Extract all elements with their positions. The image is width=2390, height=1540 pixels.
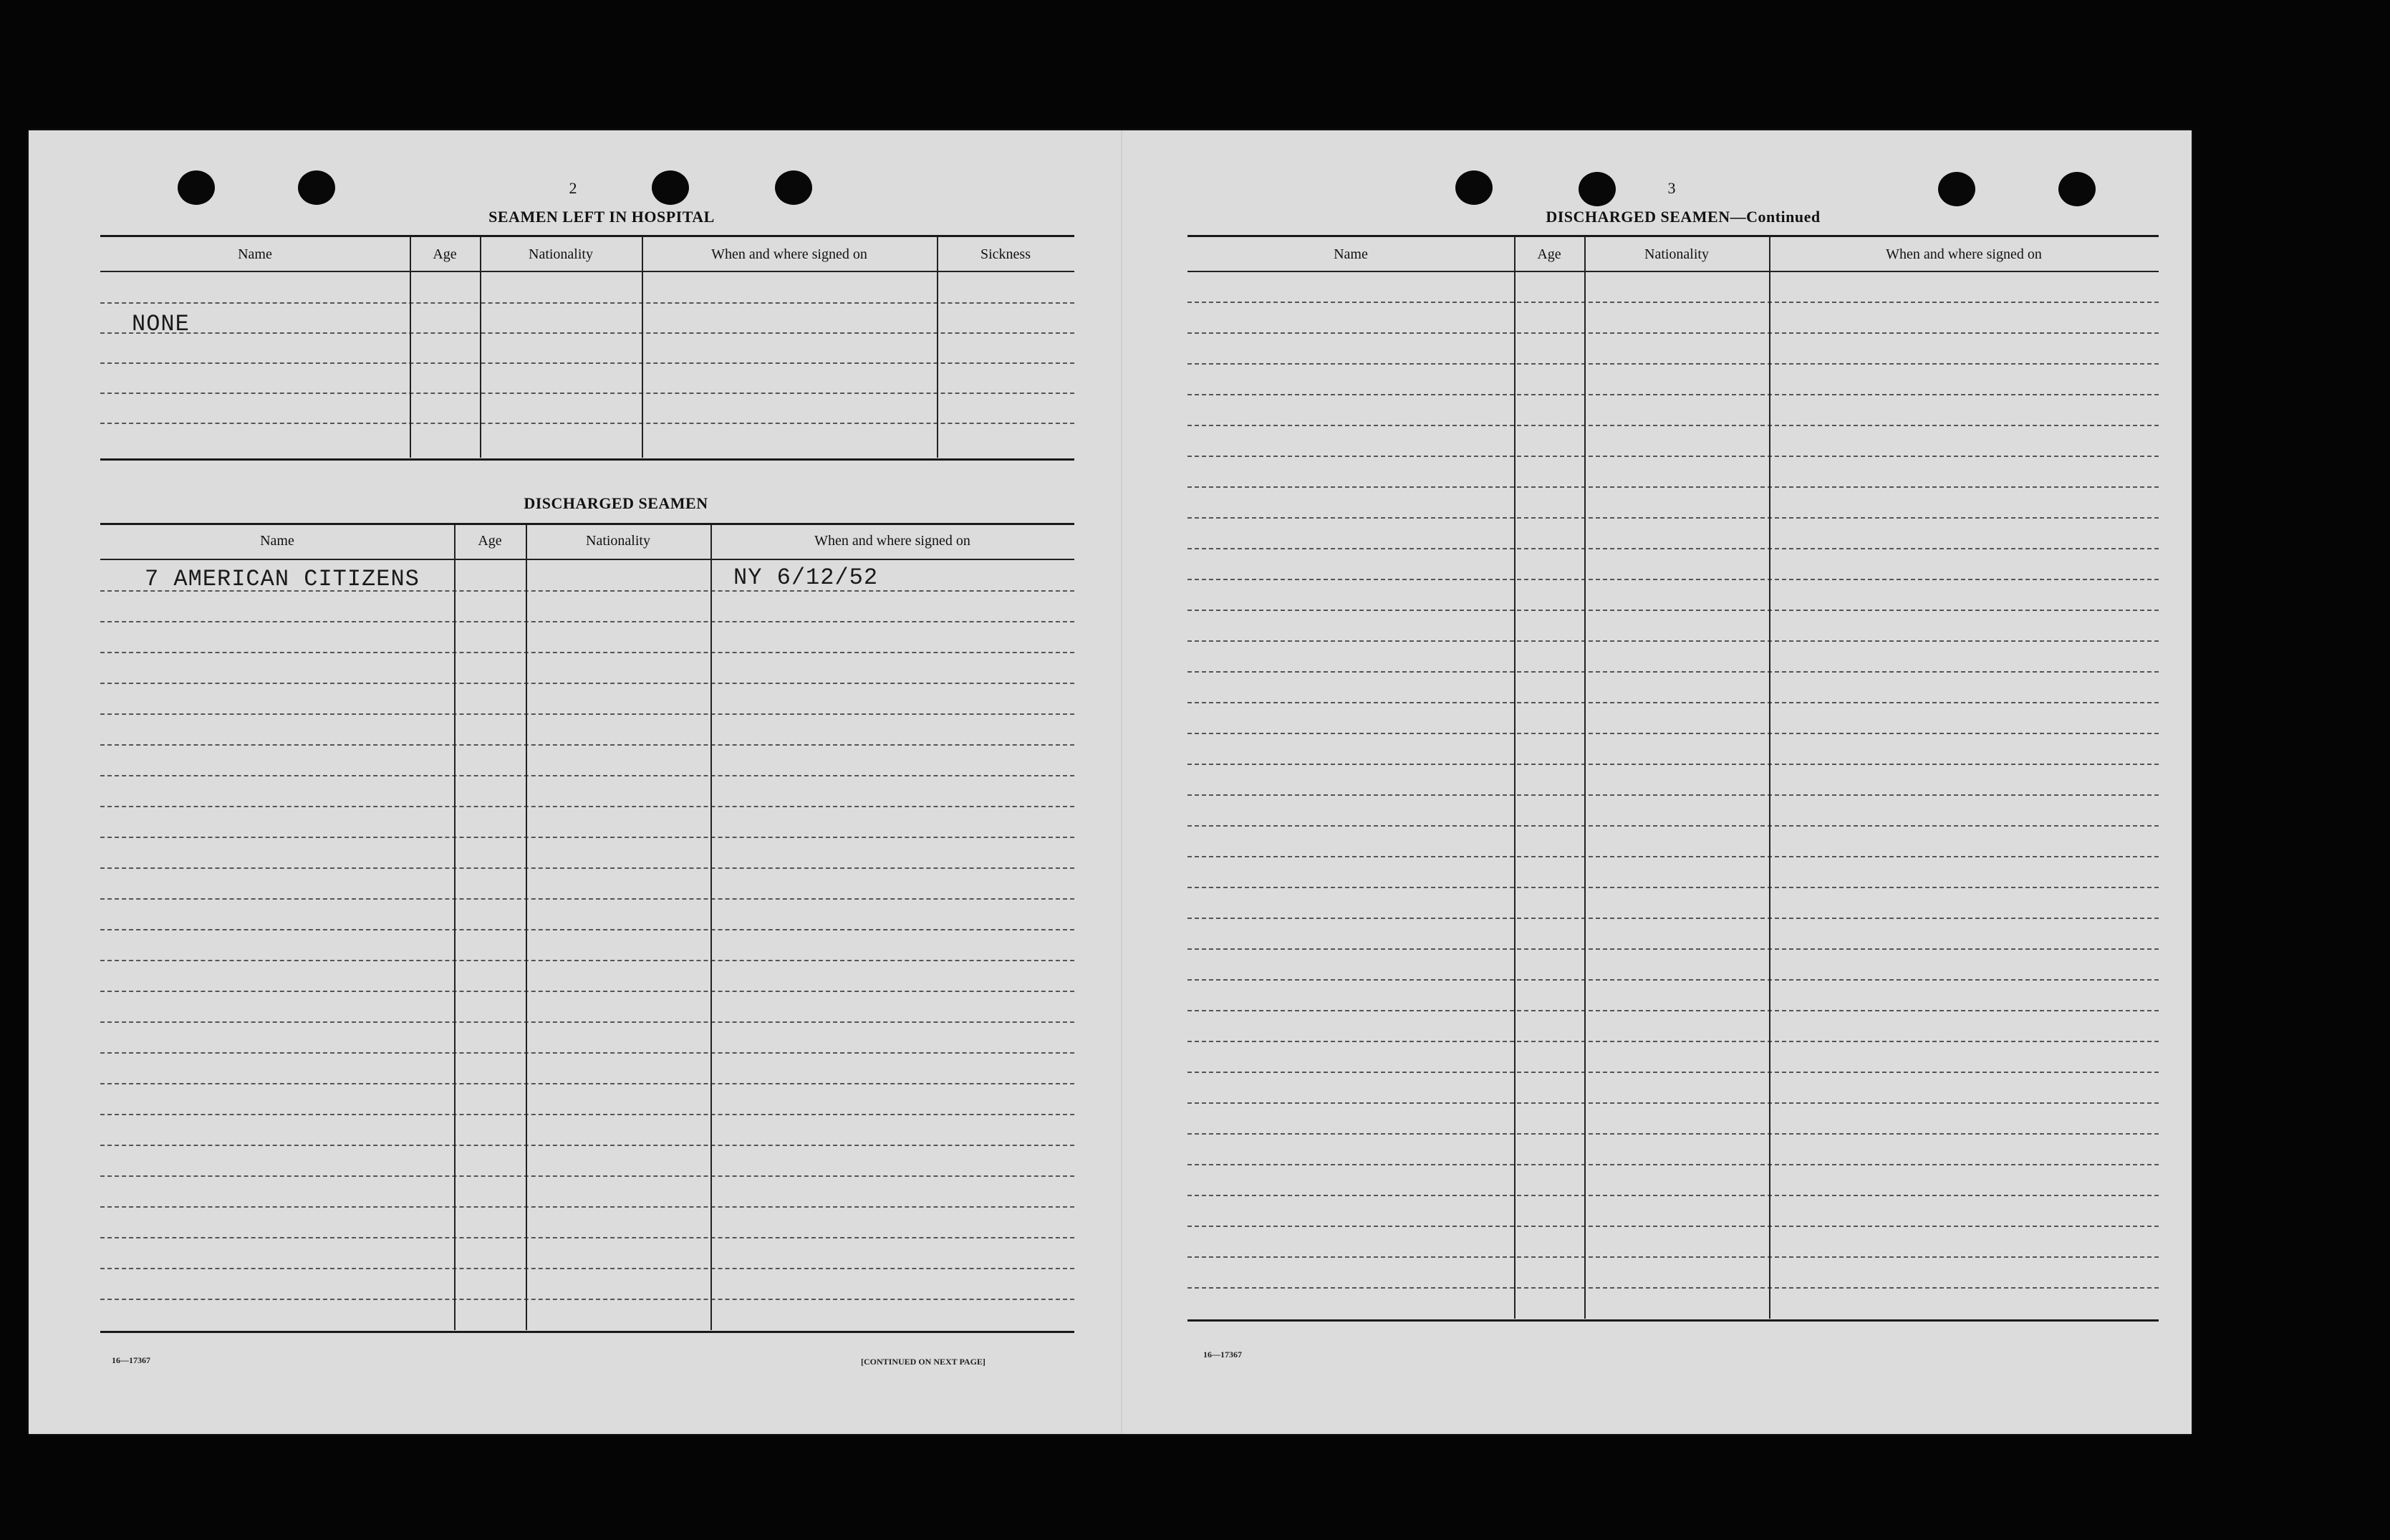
right-header-age: Age [1537,246,1561,262]
hospital-header-nationality: Nationality [529,246,593,262]
punch-hole [1455,170,1493,205]
discharged-table-left [100,523,1074,1368]
hospital-header-name: Name [238,246,272,262]
discharged-header-nationality: Nationality [586,533,650,549]
hospital-header-sickness: Sickness [980,246,1031,262]
right-header-nationality: Nationality [1644,246,1709,262]
discharged-entry-signed-on: NY 6/12/52 [733,564,879,591]
discharged-header-name: Name [260,533,294,549]
discharged-header-age: Age [478,533,502,549]
punch-hole [1579,172,1616,206]
page-fold [1121,130,1122,1434]
form-number-left: 16—17367 [112,1355,150,1365]
ledger-paper [29,130,2192,1434]
punch-hole [298,170,335,205]
punch-hole [652,170,689,205]
discharged-continued-title: DISCHARGED SEAMEN—Continued [1546,208,1821,226]
page-number-left: 2 [569,179,577,197]
page-number-right: 3 [1667,179,1676,197]
punch-hole [2058,172,2096,206]
punch-hole [775,170,812,205]
hospital-header-signed-on: When and where signed on [711,246,867,262]
hospital-entry-name: NONE [132,311,190,337]
punch-hole [1938,172,1975,206]
hospital-table [100,235,1074,471]
punch-hole [178,170,215,205]
discharged-header-signed-on: When and where signed on [814,533,970,549]
form-number-right: 16—17367 [1203,1349,1242,1359]
discharged-section-title: DISCHARGED SEAMEN [524,494,708,512]
hospital-section-title: SEAMEN LEFT IN HOSPITAL [488,208,715,226]
discharged-entry-name: 7 AMERICAN CITIZENS [145,566,420,592]
discharged-table-right [1187,235,2159,1338]
hospital-header-age: Age [433,246,457,262]
right-header-name: Name [1334,246,1368,262]
continued-note: [CONTINUED ON NEXT PAGE] [861,1357,986,1367]
right-header-signed-on: When and where signed on [1886,246,2042,262]
